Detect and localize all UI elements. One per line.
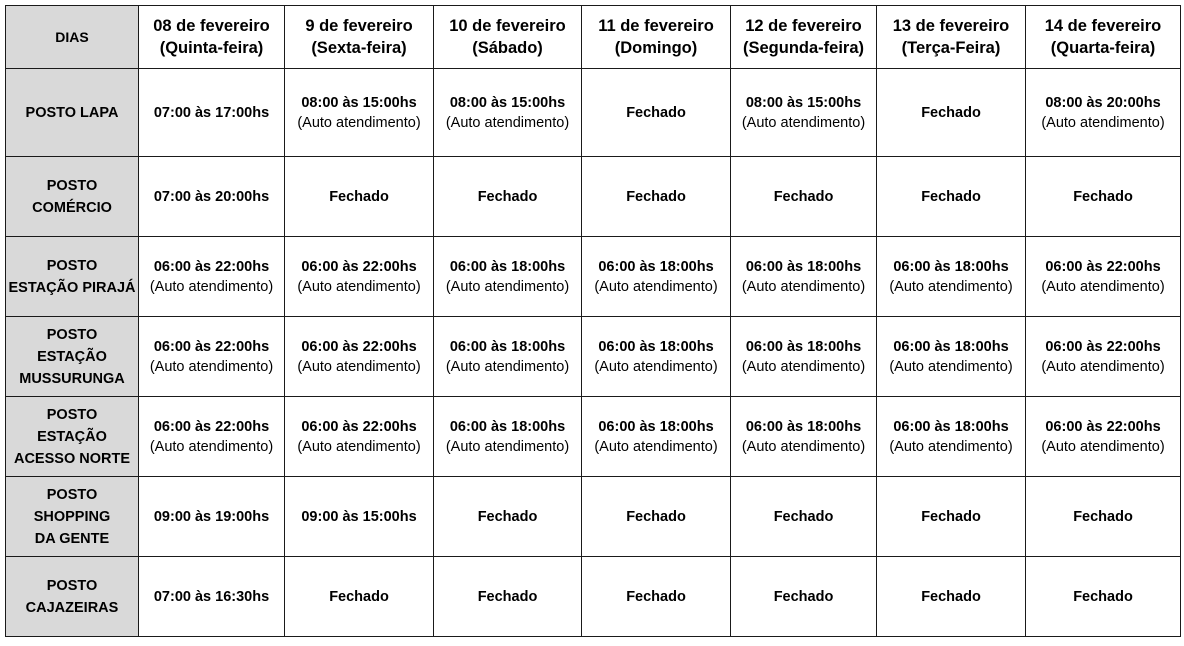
table-row — [6, 477, 1181, 557]
closed-label: Fechado — [626, 188, 686, 205]
day-header — [139, 6, 285, 69]
posto-name-line: COMÉRCIO — [32, 199, 112, 216]
schedule-cell — [285, 69, 434, 157]
closed-label: Fechado — [329, 588, 389, 605]
posto-name — [6, 477, 139, 557]
day-weekday: (Terça-Feira) — [901, 39, 1001, 57]
day-weekday: (Sexta-feira) — [311, 39, 407, 57]
schedule-cell — [1026, 557, 1181, 637]
schedule-cell — [582, 477, 731, 557]
schedule-cell — [285, 237, 434, 317]
schedule-cell — [1026, 69, 1181, 157]
posto-name — [6, 69, 139, 157]
closed-label: Fechado — [626, 104, 686, 121]
schedule-cell — [139, 477, 285, 557]
posto-name-line: POSTO — [46, 406, 98, 423]
closed-label: Fechado — [1073, 508, 1133, 525]
service-note: (Auto atendimento) — [594, 438, 718, 455]
service-note: (Auto atendimento) — [297, 438, 421, 455]
hours-text: 06:00 às 22:00hs — [1045, 338, 1161, 355]
closed-label: Fechado — [477, 188, 538, 205]
service-note: (Auto atendimento) — [889, 358, 1013, 375]
day-weekday: (Quinta-feira) — [159, 39, 264, 57]
posto-name-line: POSTO LAPA — [25, 104, 119, 121]
schedule-cell — [285, 477, 434, 557]
closed-label: Fechado — [773, 508, 834, 525]
closed-label: Fechado — [626, 508, 686, 525]
hours-text: 06:00 às 18:00hs — [745, 258, 862, 275]
hours-text: 06:00 às 18:00hs — [745, 418, 862, 435]
schedule-cell — [139, 557, 285, 637]
hours-text: 06:00 às 18:00hs — [598, 418, 714, 435]
day-header — [582, 6, 731, 69]
hours-text: 06:00 às 18:00hs — [745, 338, 862, 355]
hours-text: 06:00 às 18:00hs — [449, 418, 566, 435]
table-row — [6, 397, 1181, 477]
posto-name-line: CAJAZEIRAS — [25, 599, 119, 616]
hours-text: 06:00 às 18:00hs — [893, 418, 1009, 435]
service-note: (Auto atendimento) — [741, 114, 866, 131]
schedule-cell — [139, 317, 285, 397]
day-date: 9 de fevereiro — [305, 17, 413, 35]
posto-name — [6, 397, 139, 477]
service-note: (Auto atendimento) — [1041, 358, 1165, 375]
schedule-cell — [582, 557, 731, 637]
service-note: (Auto atendimento) — [149, 438, 274, 455]
schedule-cell — [582, 157, 731, 237]
schedule-cell — [731, 477, 877, 557]
service-note: (Auto atendimento) — [149, 278, 274, 295]
closed-label: Fechado — [921, 188, 981, 205]
hours-text: 09:00 às 15:00hs — [301, 508, 417, 525]
posto-name-line: POSTO — [46, 177, 98, 194]
schedule-cell — [582, 69, 731, 157]
schedule-cell — [731, 317, 877, 397]
day-weekday: (Segunda-feira) — [742, 39, 864, 57]
day-date: 14 de fevereiro — [1044, 17, 1162, 35]
schedule-cell — [877, 317, 1026, 397]
table-row — [6, 157, 1181, 237]
day-date: 10 de fevereiro — [449, 17, 566, 35]
posto-name-line: POSTO — [46, 326, 98, 343]
schedule-cell — [434, 557, 582, 637]
schedule-cell — [1026, 397, 1181, 477]
service-note: (Auto atendimento) — [149, 358, 274, 375]
days-header-label: DIAS — [6, 6, 139, 69]
day-header — [434, 6, 582, 69]
service-note: (Auto atendimento) — [1041, 438, 1165, 455]
day-weekday: (Domingo) — [614, 39, 698, 57]
day-header — [731, 6, 877, 69]
closed-label: Fechado — [1073, 188, 1133, 205]
schedule-cell — [877, 477, 1026, 557]
posto-name-line: DA GENTE — [34, 530, 110, 547]
posto-name — [6, 237, 139, 317]
hours-text: 06:00 às 22:00hs — [301, 418, 417, 435]
service-note: (Auto atendimento) — [741, 438, 866, 455]
day-date: 11 de fevereiro — [598, 17, 714, 35]
schedule-cell — [139, 69, 285, 157]
posto-name — [6, 557, 139, 637]
schedule-cell — [434, 477, 582, 557]
hours-text: 06:00 às 18:00hs — [598, 338, 714, 355]
closed-label: Fechado — [477, 508, 538, 525]
hours-text: 06:00 às 22:00hs — [1045, 258, 1161, 275]
service-note: (Auto atendimento) — [889, 278, 1013, 295]
hours-text: 08:00 às 15:00hs — [301, 94, 417, 111]
closed-label: Fechado — [329, 188, 389, 205]
posto-name-line: ESTAÇÃO — [37, 348, 107, 365]
hours-text: 08:00 às 20:00hs — [1045, 94, 1161, 111]
schedule-cell — [434, 157, 582, 237]
schedule-cell — [582, 397, 731, 477]
schedule-cell — [139, 397, 285, 477]
hours-text: 07:00 às 20:00hs — [153, 188, 270, 205]
table-row — [6, 317, 1181, 397]
schedule-cell — [434, 317, 582, 397]
hours-text: 07:00 às 16:30hs — [153, 588, 270, 605]
posto-name-line: POSTO — [46, 486, 98, 503]
service-note: (Auto atendimento) — [297, 358, 421, 375]
schedule-cell — [285, 557, 434, 637]
schedule-cell — [582, 317, 731, 397]
table-row — [6, 237, 1181, 317]
table-row — [6, 69, 1181, 157]
service-note: (Auto atendimento) — [594, 278, 718, 295]
schedule-cell — [877, 69, 1026, 157]
service-note: (Auto atendimento) — [1041, 114, 1165, 131]
hours-text: 06:00 às 18:00hs — [449, 338, 566, 355]
day-date: 12 de fevereiro — [745, 17, 862, 35]
schedule-table — [5, 5, 1181, 637]
schedule-body — [6, 69, 1181, 637]
service-note: (Auto atendimento) — [297, 114, 421, 131]
schedule-cell — [877, 157, 1026, 237]
posto-name — [6, 317, 139, 397]
schedule-cell — [731, 157, 877, 237]
schedule-cell — [434, 397, 582, 477]
hours-text: 06:00 às 18:00hs — [598, 258, 714, 275]
closed-label: Fechado — [477, 588, 538, 605]
day-weekday: (Sábado) — [472, 39, 543, 57]
schedule-cell — [731, 397, 877, 477]
service-note: (Auto atendimento) — [1041, 278, 1165, 295]
hours-text: 06:00 às 22:00hs — [153, 338, 270, 355]
hours-text: 06:00 às 22:00hs — [301, 258, 417, 275]
closed-label: Fechado — [773, 188, 834, 205]
posto-name — [6, 157, 139, 237]
service-note: (Auto atendimento) — [889, 438, 1013, 455]
service-note: (Auto atendimento) — [741, 358, 866, 375]
service-note: (Auto atendimento) — [445, 114, 570, 131]
hours-text: 06:00 às 18:00hs — [893, 258, 1009, 275]
schedule-cell — [139, 157, 285, 237]
day-weekday: (Quarta-feira) — [1050, 39, 1156, 57]
schedule-cell — [877, 397, 1026, 477]
posto-name-line: POSTO — [46, 257, 98, 274]
service-note: (Auto atendimento) — [297, 278, 421, 295]
schedule-cell — [139, 237, 285, 317]
hours-text: 06:00 às 22:00hs — [1045, 418, 1161, 435]
posto-name-line: ESTAÇÃO PIRAJÁ — [8, 279, 136, 296]
schedule-cell — [285, 397, 434, 477]
table-row — [6, 557, 1181, 637]
schedule-cell — [285, 317, 434, 397]
closed-label: Fechado — [626, 588, 686, 605]
service-note: (Auto atendimento) — [445, 278, 570, 295]
schedule-cell — [434, 237, 582, 317]
day-date: 08 de fevereiro — [153, 17, 270, 35]
schedule-cell — [582, 237, 731, 317]
schedule-cell — [1026, 477, 1181, 557]
hours-text: 07:00 às 17:00hs — [153, 104, 270, 121]
schedule-cell — [731, 557, 877, 637]
posto-name-line: SHOPPING — [33, 508, 111, 525]
schedule-cell — [1026, 237, 1181, 317]
service-note: (Auto atendimento) — [445, 358, 570, 375]
day-date: 13 de fevereiro — [892, 17, 1010, 35]
closed-label: Fechado — [1073, 588, 1133, 605]
day-header — [1026, 6, 1181, 69]
day-header — [877, 6, 1026, 69]
schedule-cell — [877, 557, 1026, 637]
closed-label: Fechado — [773, 588, 834, 605]
schedule-cell — [1026, 317, 1181, 397]
schedule-cell — [731, 69, 877, 157]
posto-name-line: ACESSO NORTE — [13, 450, 130, 467]
closed-label: Fechado — [921, 508, 981, 525]
posto-name-line: MUSSURUNGA — [19, 370, 125, 387]
service-note: (Auto atendimento) — [594, 358, 718, 375]
hours-text: 09:00 às 19:00hs — [153, 508, 270, 525]
hours-text: 06:00 às 22:00hs — [153, 418, 270, 435]
hours-text: 06:00 às 18:00hs — [893, 338, 1009, 355]
posto-name-line: POSTO — [46, 577, 98, 594]
service-note: (Auto atendimento) — [741, 278, 866, 295]
header-row — [6, 6, 1181, 69]
schedule-cell — [731, 237, 877, 317]
schedule-cell — [1026, 157, 1181, 237]
schedule-cell — [285, 157, 434, 237]
closed-label: Fechado — [921, 104, 981, 121]
closed-label: Fechado — [921, 588, 981, 605]
hours-text: 06:00 às 22:00hs — [153, 258, 270, 275]
day-header — [285, 6, 434, 69]
hours-text: 06:00 às 18:00hs — [449, 258, 566, 275]
hours-text: 08:00 às 15:00hs — [449, 94, 566, 111]
schedule-cell — [434, 69, 582, 157]
hours-text: 08:00 às 15:00hs — [745, 94, 862, 111]
service-note: (Auto atendimento) — [445, 438, 570, 455]
hours-text: 06:00 às 22:00hs — [301, 338, 417, 355]
schedule-cell — [877, 237, 1026, 317]
posto-name-line: ESTAÇÃO — [37, 428, 107, 445]
